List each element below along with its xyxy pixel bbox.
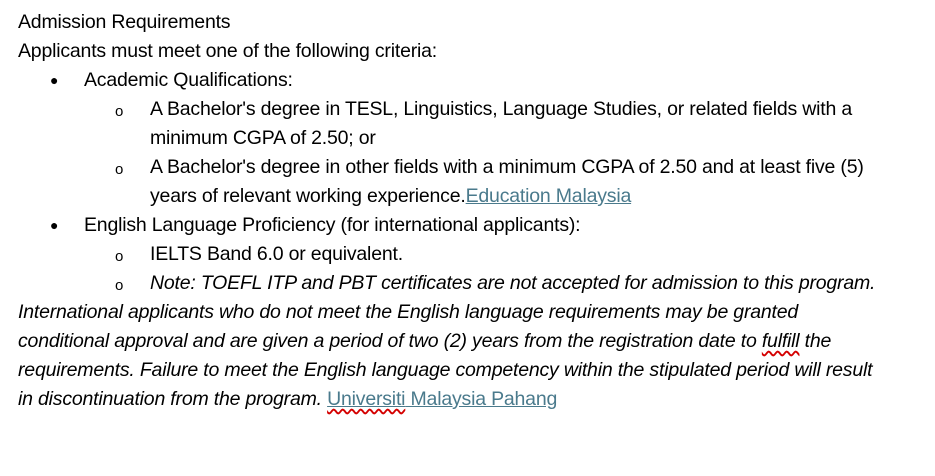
note-text: the xyxy=(799,330,832,352)
sub-item-bachelor-tesl-cont xyxy=(18,124,923,153)
circle-bullet-icon: o xyxy=(115,161,124,178)
link-text: Malaysia Pahang xyxy=(405,388,558,410)
bullet-label: English Language Proficiency (for international applicants): xyxy=(84,214,581,236)
note-text: conditional approval and are given a period of two (2) years from the registration date to xyxy=(18,330,762,352)
link-universiti-malaysia-pahang[interactable] xyxy=(327,388,557,410)
sub-item-text: Note: TOEFL ITP and PBT certificates are not accepted for admission to this program. xyxy=(150,272,876,294)
sub-item-text: IELTS Band 6.0 or equivalent. xyxy=(150,243,403,265)
sub-item-text: years of relevant working experience. xyxy=(150,185,466,207)
circle-bullet-icon: o xyxy=(115,277,124,294)
sub-item-bachelor-tesl xyxy=(18,95,923,124)
document-body xyxy=(18,8,923,414)
heading: Admission Requirements xyxy=(18,11,231,33)
sub-item-toefl-note xyxy=(18,269,923,298)
bullet-icon: ● xyxy=(50,217,59,233)
spellcheck-word: Universiti xyxy=(327,388,406,410)
bullet-academic-qualifications xyxy=(18,66,923,95)
intro-text: Applicants must meet one of the following criteria: xyxy=(18,40,438,62)
bullet-english-proficiency xyxy=(18,211,923,240)
note-paragraph-line: International applicants who do not meet the English language requirements may be granted xyxy=(18,301,799,323)
note-paragraph-line: requirements. Failure to meet the English language competency within the stipulated period will result xyxy=(18,359,873,381)
sub-item-text: A Bachelor's degree in TESL, Linguistics, Language Studies, or related fields with a xyxy=(150,98,852,120)
note-text: in discontinuation from the program. xyxy=(18,388,328,410)
note-paragraph-line xyxy=(18,327,923,356)
bullet-icon: ● xyxy=(50,72,59,88)
circle-bullet-icon: o xyxy=(115,248,124,265)
circle-bullet-icon: o xyxy=(115,103,124,120)
sub-item-text: A Bachelor's degree in other fields with a minimum CGPA of 2.50 and at least five (5) xyxy=(150,156,864,178)
note-paragraph-line xyxy=(18,385,923,414)
sub-item-ielts xyxy=(18,240,923,269)
sub-item-bachelor-other-cont xyxy=(18,182,923,211)
spellcheck-word: fulfill xyxy=(761,330,800,352)
sub-item-bachelor-other xyxy=(18,153,923,182)
sub-item-text: minimum CGPA of 2.50; or xyxy=(150,127,376,149)
bullet-label: Academic Qualifications: xyxy=(84,69,293,91)
link-education-malaysia[interactable]: Education Malaysia xyxy=(465,185,632,207)
